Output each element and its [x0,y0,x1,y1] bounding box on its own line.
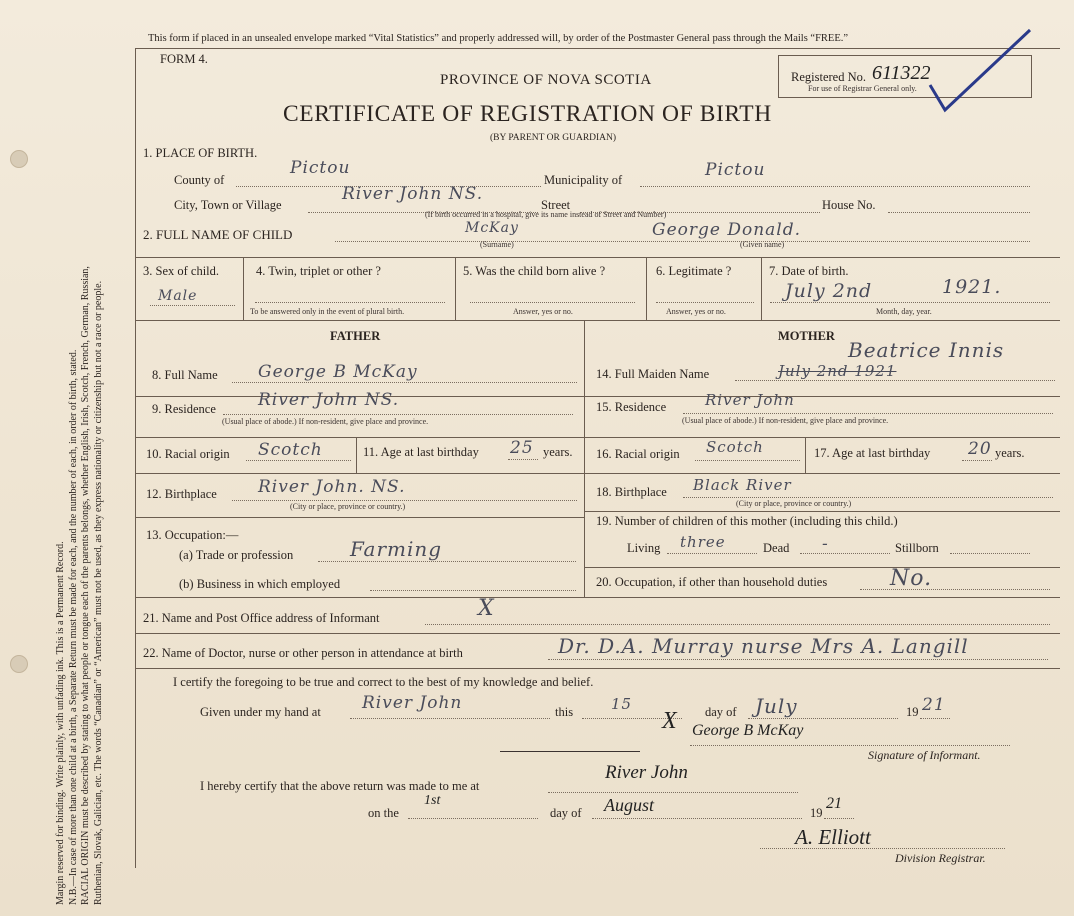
doctor-label: 22. Name of Doctor, nurse or other person in attendance at birth [143,646,463,660]
birth-date: July 2nd [785,280,873,302]
mother-heading: MOTHER [778,329,835,343]
father-trade: Farming [350,537,443,561]
sex-value: Male [158,288,198,304]
mother-residence-note: (Usual place of abode.) If non-resident, give place and province. [682,416,889,425]
twin-note: To be answered only in the event of plural birth. [250,307,405,316]
father-residence: River John NS. [258,390,400,410]
father-heading: FATHER [330,329,381,343]
city-label: City, Town or Village [174,198,282,212]
surname-caption: (Surname) [480,240,514,249]
child-name-label: 2. FULL NAME OF CHILD [143,227,293,242]
mother-occupation: No. [890,566,933,591]
given-month: July [755,694,798,718]
street-label: Street [541,198,571,212]
dead-count: - [822,534,829,554]
binding-hole-bottom [10,655,28,673]
alive-note: Answer, yes or no. [513,307,573,316]
registrar-year: 21 [826,795,842,812]
twin-label: 4. Twin, triplet or other ? [256,264,381,278]
registrar-month: August [604,795,655,815]
legitimate-label: 6. Legitimate ? [656,264,732,278]
dead-label: Dead [763,541,790,555]
registrar-year-prefix: 19 [810,806,823,820]
registrar-day: 1st [424,793,441,808]
form-number: FORM 4. [160,52,208,66]
father-residence-label: 9. Residence [152,402,216,416]
father-age-label: 11. Age at last birthday [363,445,479,459]
sex-label: 3. Sex of child. [143,264,220,278]
binding-hole-top [10,150,28,168]
informant-signature: George B McKay [692,722,804,739]
father-birthplace-label: 12. Birthplace [146,487,217,501]
this-label: this [555,705,574,719]
given-year: 21 [922,695,946,715]
trade-label: (a) Trade or profession [179,548,294,562]
informant-signature-label: Signature of Informant. [868,748,981,762]
county-label: County of [174,173,225,187]
father-years: years. [543,445,573,459]
mother-age: 20 [968,439,992,459]
alive-label: 5. Was the child born alive ? [463,264,606,278]
mother-birthplace-note: (City or place, province or country.) [736,499,852,508]
given-day: 15 [611,695,633,713]
informant-x-mark: X [662,708,677,734]
mother-occupation-label: 20. Occupation, if other than household duties [596,575,828,589]
page-title: CERTIFICATE OF REGISTRATION OF BIRTH [283,101,772,127]
registrar-place: River John [605,762,688,783]
city-value: River John NS. [342,184,484,204]
mother-birthplace: Black River [693,476,792,494]
informant-mark: X [478,596,495,621]
registrar-label: Division Registrar. [895,851,986,865]
children-count-label: 19. Number of children of this mother (including this child.) [596,514,898,528]
father-occupation-label: 13. Occupation:— [146,528,239,542]
check-mark-icon [920,25,1040,115]
mother-residence-label: 15. Residence [596,400,667,414]
given-place: River John [362,693,463,713]
child-surname: McKay [465,220,519,236]
county-value: Pictou [290,158,351,178]
mother-birthplace-label: 18. Birthplace [596,485,667,499]
given-caption: (Given name) [740,240,785,249]
municipality-label: Municipality of [544,173,623,187]
living-label: Living [627,541,661,555]
given-day-of: day of [705,705,737,719]
certify-text: I certify the foregoing to be true and correct to the best of my knowledge and belief. [173,675,594,689]
mother-residence: River John [705,391,795,409]
child-given-name: George Donald. [652,220,802,240]
registrar-signature: A. Elliott [795,825,871,849]
place-of-birth-label: 1. PLACE OF BIRTH. [143,146,258,160]
mother-name-label: 14. Full Maiden Name [596,367,710,381]
father-name: George B McKay [258,362,418,382]
mother-name-struck: July 2nd 1921 [778,362,897,380]
registrar-on-label: on the [368,806,399,820]
date-note: Month, day, year. [876,307,932,316]
informant-label: 21. Name and Post Office address of Informant [143,611,380,625]
father-age: 25 [510,438,534,458]
father-name-label: 8. Full Name [152,368,218,382]
given-label: Given under my hand at [200,705,321,719]
given-year-prefix: 19 [906,705,919,719]
birth-year: 1921. [942,276,1002,298]
mother-years: years. [995,446,1025,460]
doctor-value: Dr. D.A. Murray nurse Mrs A. Langill [558,634,969,658]
father-race-label: 10. Racial origin [146,447,230,461]
mother-race: Scotch [706,438,764,456]
top-notice: This form if placed in an unsealed envelope marked “Vital Statistics” and properly addressed will, by order of the Postmaster General pass through the Mails “FREE.” [148,33,849,44]
father-residence-note: (Usual place of abode.) If non-resident, give place and province. [222,417,429,426]
date-label: 7. Date of birth. [769,264,849,278]
registered-label: Registered No. [791,70,866,84]
father-birthplace: River John. NS. [258,477,406,497]
living-count: three [680,533,726,551]
subtitle: (BY PARENT OR GUARDIAN) [490,133,617,143]
stillborn-label: Stillborn [895,541,939,555]
mother-race-label: 16. Racial origin [596,447,680,461]
father-birthplace-note: (City or place, province or country.) [290,502,406,511]
business-label: (b) Business in which employed [179,577,341,591]
house-label: House No. [822,198,876,212]
margin-notes: Margin reserved for binding. Write plainly, with unfading ink. This is a Permanent Record. N.B.—In case of more than one child at a birth, a Separate Return must be made for each, and the number of each, in order of birth, stated. RACIAL ORIGIN must be described by stating to what people or tongue each of the parents belongs, whether English, Irish, Scotch, French, German, Russian, Ruthenian, Slovak, Galician, etc. The words “Canadian” or “American” must not be used, as they express nationality or citizenship but not a race or people. [55,266,104,905]
registered-number: 611322 [872,62,931,84]
mother-name: Beatrice Innis [848,338,1005,362]
municipality-value: Pictou [705,160,766,180]
hospital-note: (If birth occurred in a hospital, give its name instead of Street and Number) [425,210,667,219]
legitimate-note: Answer, yes or no. [666,307,726,316]
mother-age-label: 17. Age at last birthday [814,446,931,460]
registrar-day-of: day of [550,806,582,820]
province-heading: PROVINCE OF NOVA SCOTIA [440,72,652,88]
father-race: Scotch [258,440,323,460]
registered-note: For use of Registrar General only. [808,84,917,93]
registrar-text: I hereby certify that the above return was made to me at [200,779,480,793]
